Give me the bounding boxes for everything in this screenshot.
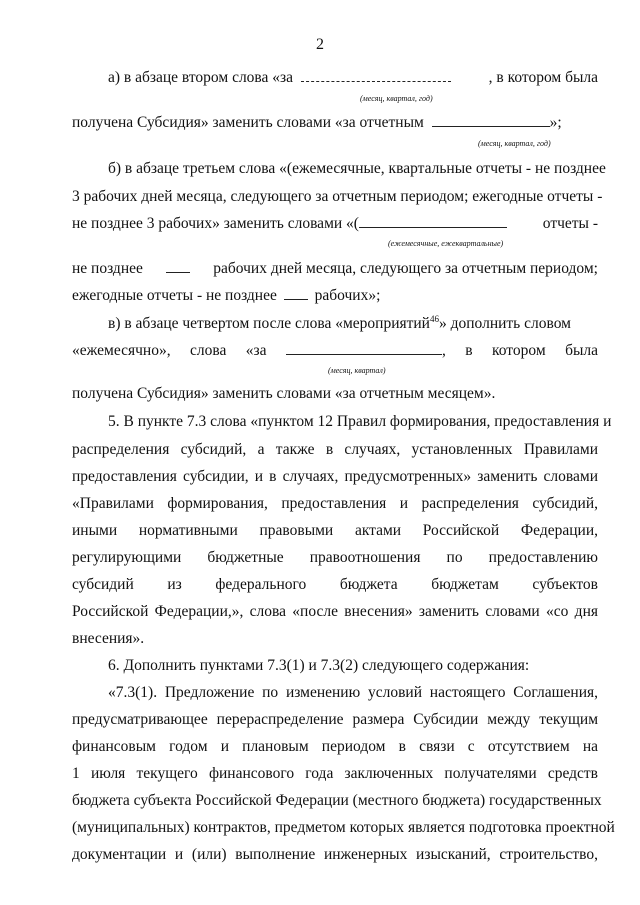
clause-7-3-1-line-6: (муниципальных) контрактов, предметом которых является подготовка проектной [72, 819, 615, 836]
blank-group [286, 341, 446, 361]
paragraph-5-line-8: Российской Федерации,», слова «после внесения» заменить словами «со дня [72, 603, 598, 620]
paragraph-b-line-3 [72, 214, 598, 234]
blank-field[interactable] [166, 259, 190, 273]
blank-field[interactable] [284, 286, 308, 300]
word: в [465, 342, 473, 359]
word: котором [492, 342, 546, 359]
clause-7-3-1-line-1: «7.3(1). Предложение по изменению условий настоящего Соглашения, [108, 684, 598, 701]
paragraph-5-line-7: субсидий из федерального бюджета бюджетам субъектов [72, 576, 598, 593]
field-caption: (месяц, квартал) [328, 366, 386, 375]
paragraph-5-line-1: 5. В пункте 7.3 слова «пунктом 12 Правил формирования, предоставления и [108, 413, 612, 430]
paragraph-5-line-4: «Правилами формирования, предоставления и распределения субсидий, [72, 495, 598, 512]
text: » дополнить словом [438, 315, 571, 332]
text: ежегодные отчеты - не позднее [72, 287, 277, 304]
text: отчеты - [542, 215, 598, 232]
paragraph-b-line-1: б) в абзаце третьем слова «(ежемесячные, квартальные отчеты - не позднее [108, 160, 606, 177]
text: в) в абзаце четвертом после слова «мероприятий [108, 315, 430, 332]
blank-field[interactable] [359, 214, 507, 228]
text: получена Субсидия» заменить словами «за отчетным [72, 114, 424, 131]
clause-7-3-1-line-4: 1 июля текущего финансового года заключенных получателями средств [72, 765, 598, 782]
footnote-ref: 46 [429, 313, 439, 324]
paragraph-5-line-2: распределения субсидий, а также в случаях, установленных Правилами [72, 441, 598, 458]
paragraph-a-line-1 [108, 68, 598, 88]
page-number: 2 [316, 36, 324, 53]
paragraph-c-line-3: получена Субсидия» заменить словами «за отчетным месяцем». [72, 385, 496, 402]
clause-7-3-1-line-5: бюджета субъекта Российской Федерации (местного бюджета) государственных [72, 792, 602, 809]
paragraph-c-line-2 [72, 341, 598, 361]
text: рабочих дней месяца, следующего за отчетным периодом; [213, 260, 598, 277]
text: , в котором была [488, 69, 598, 86]
paragraph-5-line-6: регулирующими бюджетные правоотношения по предоставлению [72, 549, 598, 566]
text: не позднее 3 рабочих» заменить словами «( [72, 215, 359, 232]
field-caption: (месяц, квартал, год) [360, 94, 433, 103]
word: «ежемесячно», [72, 342, 171, 359]
field-caption: (месяц, квартал, год) [478, 139, 551, 148]
word: была [565, 342, 598, 359]
paragraph-5-line-5: иными нормативными правовыми актами Российской Федерации, [72, 522, 598, 539]
paragraph-b-line-4 [72, 259, 598, 279]
blank-field[interactable] [301, 68, 451, 82]
paragraph-b-line-2: 3 рабочих дней месяца, следующего за отчетным периодом; ежегодные отчеты - [72, 188, 603, 205]
text: не позднее [72, 260, 143, 277]
paragraph-5-line-9: внесения». [72, 630, 145, 647]
text: а) в абзаце втором слова «за [108, 69, 294, 86]
paragraph-6-line-1: 6. Дополнить пунктами 7.3(1) и 7.3(2) следующего содержания: [108, 657, 530, 674]
word: , [441, 342, 446, 359]
word: слова [190, 342, 227, 359]
paragraph-a-line-2 [72, 113, 598, 133]
field-caption: (ежемесячные, ежеквартальные) [388, 239, 504, 248]
clause-7-3-1-line-3: финансовым годом и плановым периодом в связи с отсутствием на [72, 738, 598, 755]
paragraph-b-line-5 [72, 286, 598, 306]
clause-7-3-1-line-2: предусматривающее перераспределение размера Субсидии между текущим [72, 711, 598, 728]
word: «за [245, 342, 267, 359]
text: рабочих»; [314, 287, 381, 304]
clause-7-3-1-line-7: документации и (или) выполнение инженерных изысканий, строительство, [72, 846, 598, 863]
blank-field[interactable] [286, 341, 442, 355]
paragraph-5-line-3: предоставления субсидии, и в случаях, предусмотренных» заменить словами [72, 468, 598, 485]
paragraph-c-line-1 [108, 314, 598, 334]
text: »; [549, 114, 562, 131]
blank-field[interactable] [432, 113, 550, 127]
